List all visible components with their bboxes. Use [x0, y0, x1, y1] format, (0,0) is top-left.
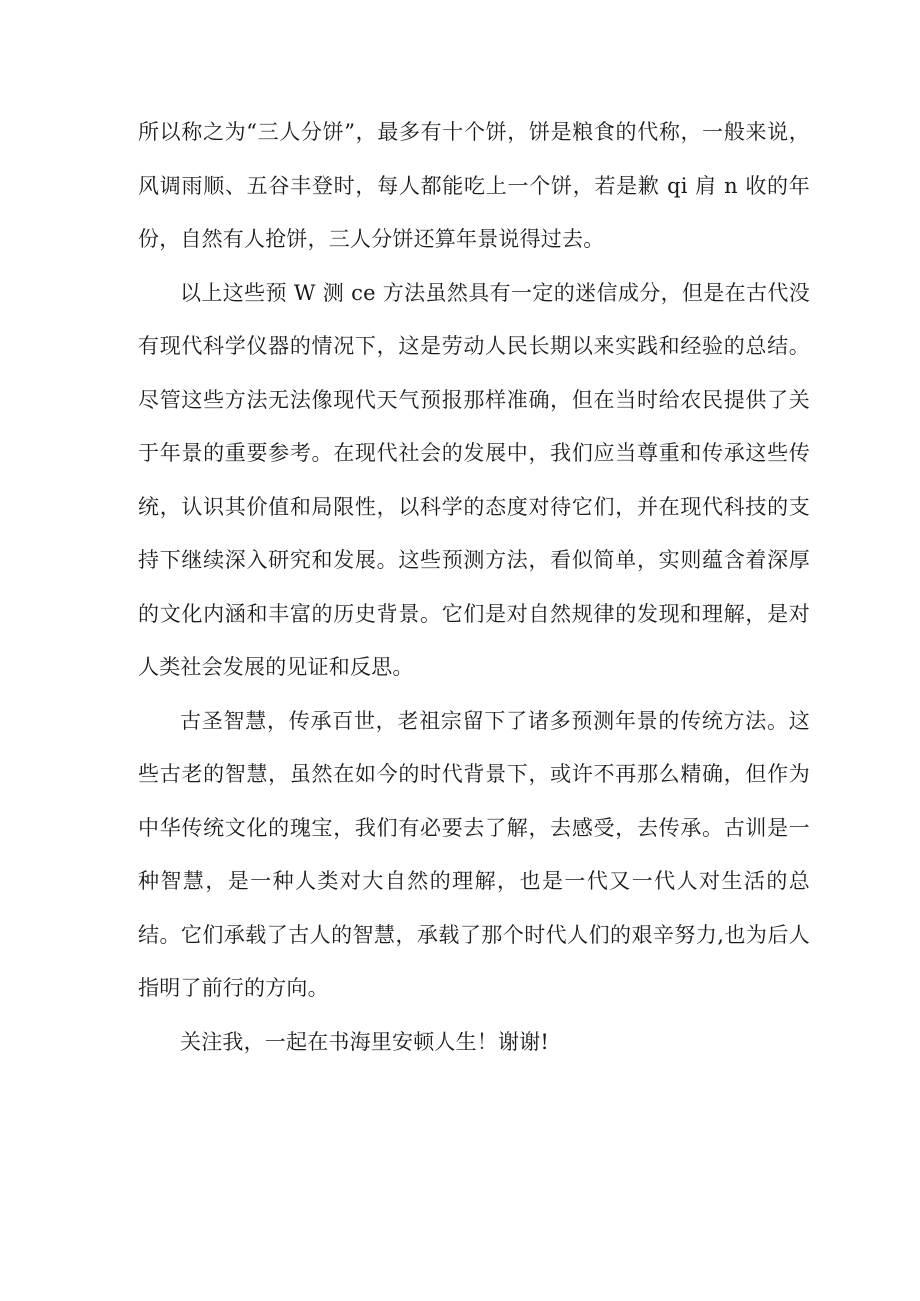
closing-line: 关注我，一起在书海里安顿人生！谢谢!	[180, 1029, 550, 1054]
paragraph-ancient-wisdom: 古圣智慧，传承百世，老祖宗留下了诸多预测年景的传统方法。这些古老的智慧，虽然在如今的时代背景下，或许不再那么精确，但作为中华传统文化的瑰宝，我们有必要去了解，去感受，去传承。古训是一种智慧，是一种人类对大自然的理解，也是一代又一代人对生活的总结。它们承载了古人的智慧，承载了那个时代人们的艰辛努力,也为后人指明了前行的方向。	[138, 708, 810, 1000]
paragraph-methods-summary: 以上这些预 W 测 ce 方法虽然具有一定的迷信成分，但是在古代没有现代科学仪器的情况下，这是劳动人民长期以来实践和经验的总结。尽管这些方法无法像现代天气预报那样准确，但在当时给农民提供了关于年景的重要参考。在现代社会的发展中，我们应当尊重和传承这些传统，认识其价值和局限性，以科学的态度对待它们，并在现代科技的支持下继续深入研究和发展。这些预测方法，看似简单，实则蕴含着深厚的文化内涵和丰富的历史背景。它们是对自然规律的发现和理解，是对人类社会发展的见证和反思。	[138, 280, 810, 679]
paragraph-continuation: 所以称之为“三人分饼”，最多有十个饼，饼是粮食的代称，一般来说，风调雨顺、五谷丰登时，每人都能吃上一个饼，若是歉 qi 肩 n 收的年份，自然有人抢饼，三人分饼还算年景说得过去。	[138, 120, 810, 251]
article-body	[138, 106, 810, 1069]
